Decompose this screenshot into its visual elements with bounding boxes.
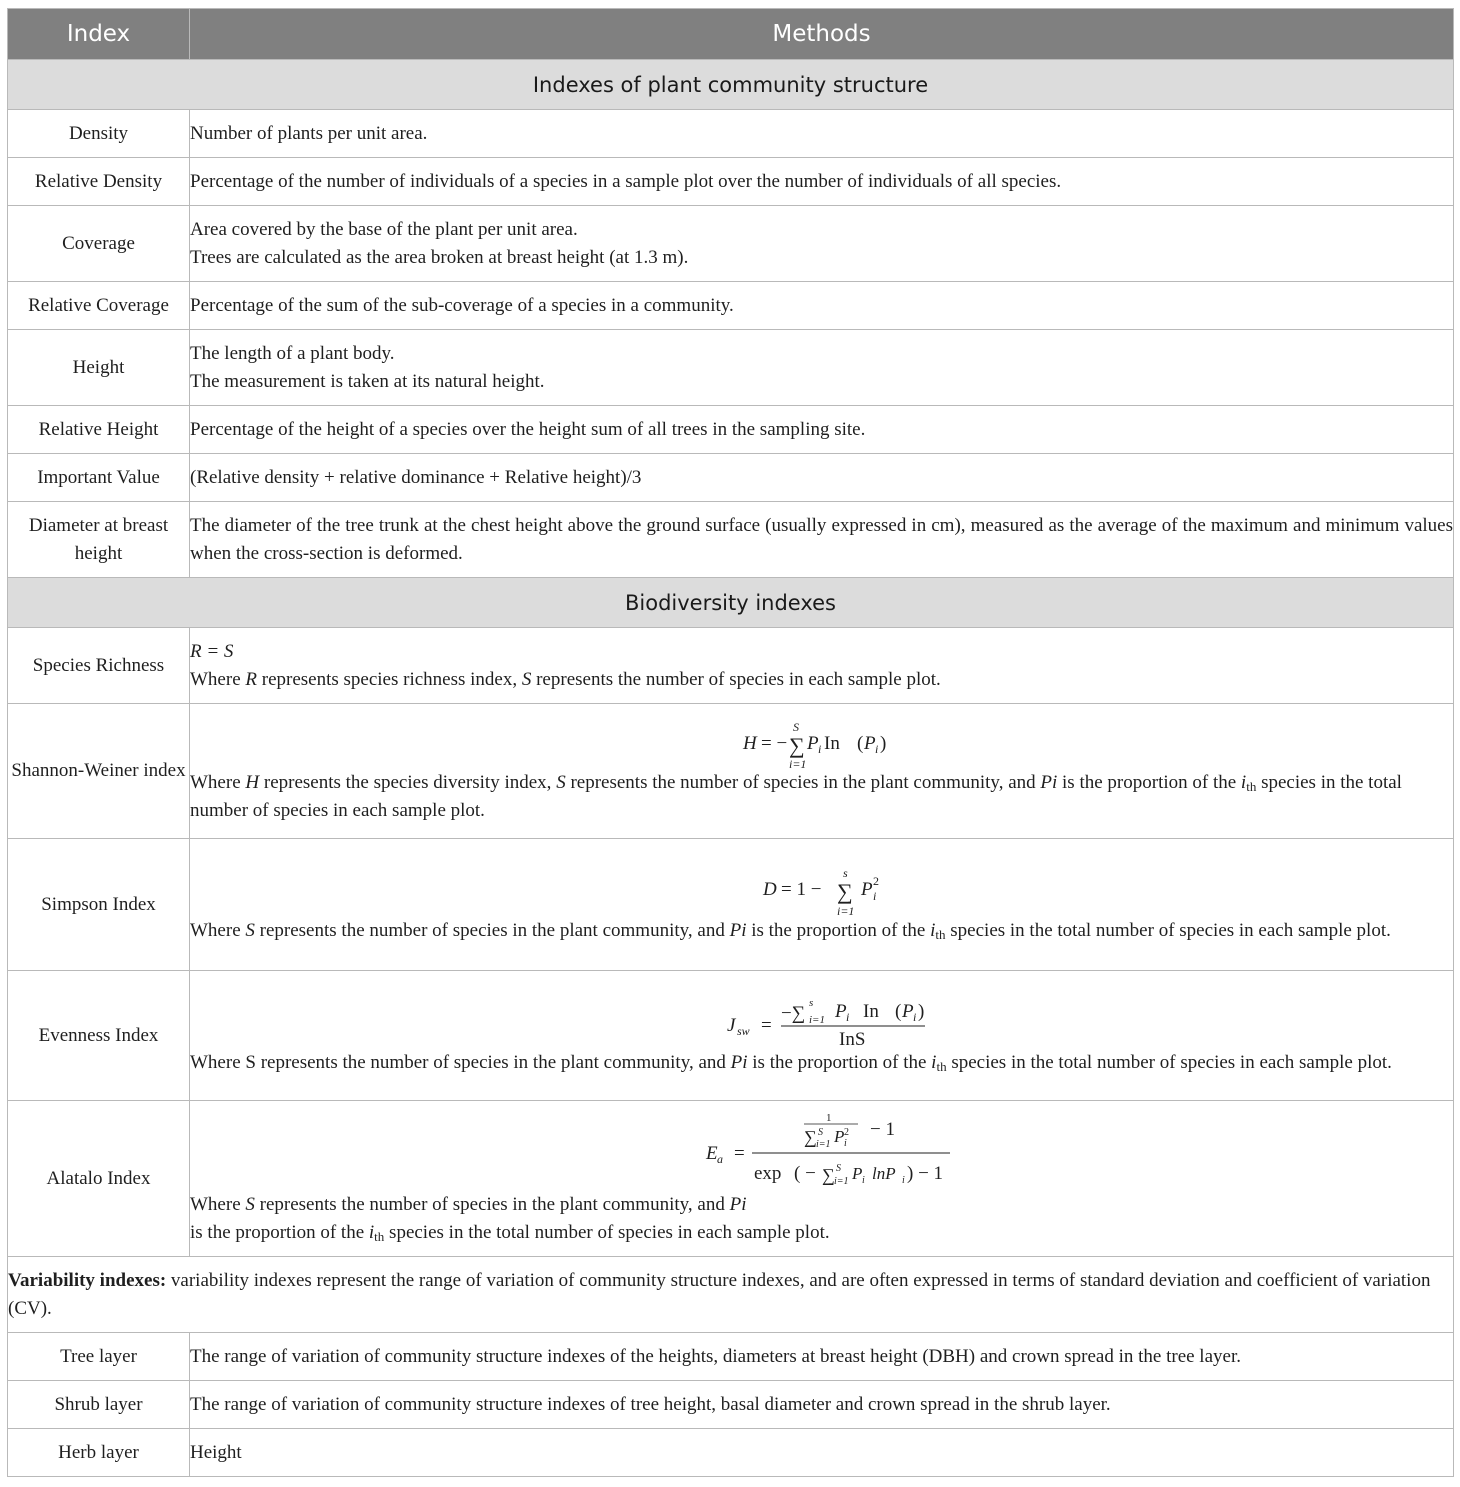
svg-text:=: = [760,1014,772,1036]
index-cell: Simpson Index [8,839,190,971]
svg-text:lnP: lnP [871,1163,896,1183]
method-cell [190,704,1454,839]
svg-text:s: s [842,865,848,880]
table-row [8,1381,1454,1429]
svg-text:(: ( [856,733,863,754]
methods-table [7,8,1454,1477]
method-cell [190,282,1454,330]
method-cell [190,110,1454,158]
method-line: Trees are calculated as the area broken at breast height (at 1.3 m). [190,246,689,268]
method-cell [190,330,1454,406]
svg-text:E: E [705,1142,718,1164]
method-line: Where S represents the number of species in the plant community, and Pi is the proportion of the $i_{th}$ species in the total number of species in each sample plot. [190,919,1391,942]
index-cell: Tree layer [8,1333,190,1381]
table-row [8,454,1454,502]
section-row [8,60,1454,110]
method-cell: The range of variation of community structure indexes of the heights, diameters at breast height (DBH) and crown spread in the tree layer. [190,1333,1454,1381]
svg-text:S: S [835,1162,841,1174]
table-row [8,628,1454,704]
svg-text:∑: ∑ [788,733,805,758]
svg-text:i: i [861,1174,865,1186]
svg-text:i=1: i=1 [815,1138,831,1150]
svg-text:i=1: i=1 [836,903,854,918]
index-cell: Density [8,110,190,158]
index-cell: Shannon-Weiner index [8,704,190,839]
index-cell: Herb layer [8,1429,190,1477]
method-line: Number of plants per unit area. [190,122,428,144]
variability-note [8,1257,1454,1333]
variability-label: Variability indexes: [8,1269,167,1291]
variability-text: variability indexes represent the range of variation of community structure indexes, and are often expressed in terms of standard deviation and coefficient of variation (CV). [8,1269,1431,1319]
svg-text:P: P [901,1000,914,1022]
svg-text:In: In [823,733,840,754]
svg-text:P: P [833,1126,844,1146]
svg-text:∑: ∑ [821,1164,835,1185]
svg-text:sw: sw [736,1023,750,1038]
svg-text:s: s [808,996,813,1009]
method-line: Where H represents the species diversity index, S represents the number of species in the plant community, and Pi is the proportion of the $i_{th}$ species in the total number of species in each sample plot. [190,772,1402,821]
svg-text:i: i [912,1009,916,1024]
index-cell: Relative Coverage [8,282,190,330]
method-cell: Height [190,1429,1454,1477]
svg-text:D: D [762,878,777,900]
table-row [8,839,1454,971]
table-row [8,1101,1454,1257]
svg-text:P: P [860,878,873,900]
simpson-formula [190,865,1453,917]
svg-text:) − 1: ) − 1 [906,1162,943,1184]
method-cell [190,971,1454,1101]
index-cell: Alatalo Index [8,1101,190,1257]
table-row [8,406,1454,454]
method-cell [190,839,1454,971]
svg-text:− 1: − 1 [869,1118,895,1140]
table-row [8,1429,1454,1477]
table-row [8,330,1454,406]
table-row [8,502,1454,578]
svg-text:(: ( [894,1000,901,1022]
index-cell: Coverage [8,206,190,282]
method-cell [190,406,1454,454]
svg-text:H: H [742,733,757,754]
shannon-formula [190,717,1453,769]
table-row [8,971,1454,1101]
method-line: Percentage of the number of individuals of a species in a sample plot over the number of individuals of all species. [190,170,1062,192]
index-cell: Height [8,330,190,406]
method-line: is the proportion of the $i_{th}$ species in the total number of species in each sample plot. [190,1221,830,1244]
index-cell: Diameter at breast height [8,502,190,578]
svg-text:P: P [863,733,876,754]
evenness-formula [190,995,1453,1049]
richness-formula: R = S [190,640,234,662]
svg-text:i: i [845,1009,849,1024]
alatalo-formula [190,1111,1453,1191]
table-header-row [8,9,1454,60]
index-cell: Important Value [8,454,190,502]
table-row [8,1257,1454,1333]
svg-text:= −: = − [760,733,787,754]
table-row [8,206,1454,282]
svg-text:i=1: i=1 [808,1013,825,1026]
svg-text:( −: ( − [793,1162,816,1184]
table-row [8,704,1454,839]
table-row [8,110,1454,158]
method-cell [190,454,1454,502]
method-cell [190,1101,1454,1257]
method-line: Where S represents the number of species in the plant community, and Pi [190,1193,747,1215]
svg-text:i: i [874,742,878,756]
index-cell: Shrub layer [8,1381,190,1429]
svg-text:): ) [917,1000,924,1022]
index-cell: Relative Height [8,406,190,454]
section-title-structure: Indexes of plant community structure [8,60,1454,110]
index-cell: Relative Density [8,158,190,206]
table-row [8,282,1454,330]
index-cell: Species Richness [8,628,190,704]
svg-text:S: S [792,720,799,734]
index-cell: Evenness Index [8,971,190,1101]
method-line: Where S represents the number of species in the plant community, and Pi is the proportion of the $i_{th}$ species in the total number of species in each sample plot. [190,1051,1392,1074]
table-row [8,1333,1454,1381]
method-cell [190,158,1454,206]
svg-text:i: i [872,888,876,903]
svg-text:P: P [851,1163,862,1183]
table-row [8,158,1454,206]
svg-text:= 1 −: = 1 − [780,878,821,900]
svg-text:i: i [817,742,821,756]
svg-text:a: a [716,1151,723,1166]
svg-text:1: 1 [825,1111,831,1124]
section-row [8,578,1454,628]
svg-text:P: P [806,733,819,754]
method-line: Area covered by the base of the plant per unit area. [190,218,578,240]
svg-text:∑: ∑ [836,878,853,904]
svg-text:): ) [879,733,886,754]
svg-text:2: 2 [843,1126,849,1138]
svg-text:∑: ∑ [803,1126,817,1147]
svg-text:J: J [726,1014,735,1036]
method-line: (Relative density + relative dominance + Relative height)/3 [190,466,642,488]
method-line: The measurement is taken at its natural height. [190,370,545,392]
method-cell [190,502,1454,578]
svg-text:i: i [901,1174,905,1186]
header-methods: Methods [190,9,1454,60]
svg-text:i: i [843,1137,847,1149]
svg-text:P: P [834,1000,847,1022]
svg-text:exp: exp [753,1162,781,1184]
method-cell: The range of variation of community structure indexes of tree height, basal diameter and crown spread in the shrub layer. [190,1381,1454,1429]
header-index: Index [8,9,190,60]
method-line: The length of a plant body. [190,342,395,364]
svg-text:i=1: i=1 [788,757,806,771]
svg-text:=: = [733,1142,745,1164]
method-line: The diameter of the tree trunk at the chest height above the ground surface (usually expressed in cm), measured as the average of the maximum and minimum values when the cross-section is deformed. [190,514,1453,564]
method-line: Percentage of the sum of the sub-coverage of a species in a community. [190,294,734,316]
method-line: Percentage of the height of a species over the height sum of all trees in the sampling site. [190,418,866,440]
method-cell [190,628,1454,704]
svg-text:i=1: i=1 [833,1175,849,1187]
svg-text:InS: InS [838,1028,865,1050]
svg-text:In: In [862,1000,879,1022]
method-cell [190,206,1454,282]
method-line: Where R represents species richness index, S represents the number of species in each sample plot. [190,668,941,690]
svg-text:−∑: −∑ [780,1002,805,1024]
svg-text:2: 2 [872,873,879,888]
svg-text:S: S [817,1126,823,1138]
section-title-biodiversity: Biodiversity indexes [8,578,1454,628]
